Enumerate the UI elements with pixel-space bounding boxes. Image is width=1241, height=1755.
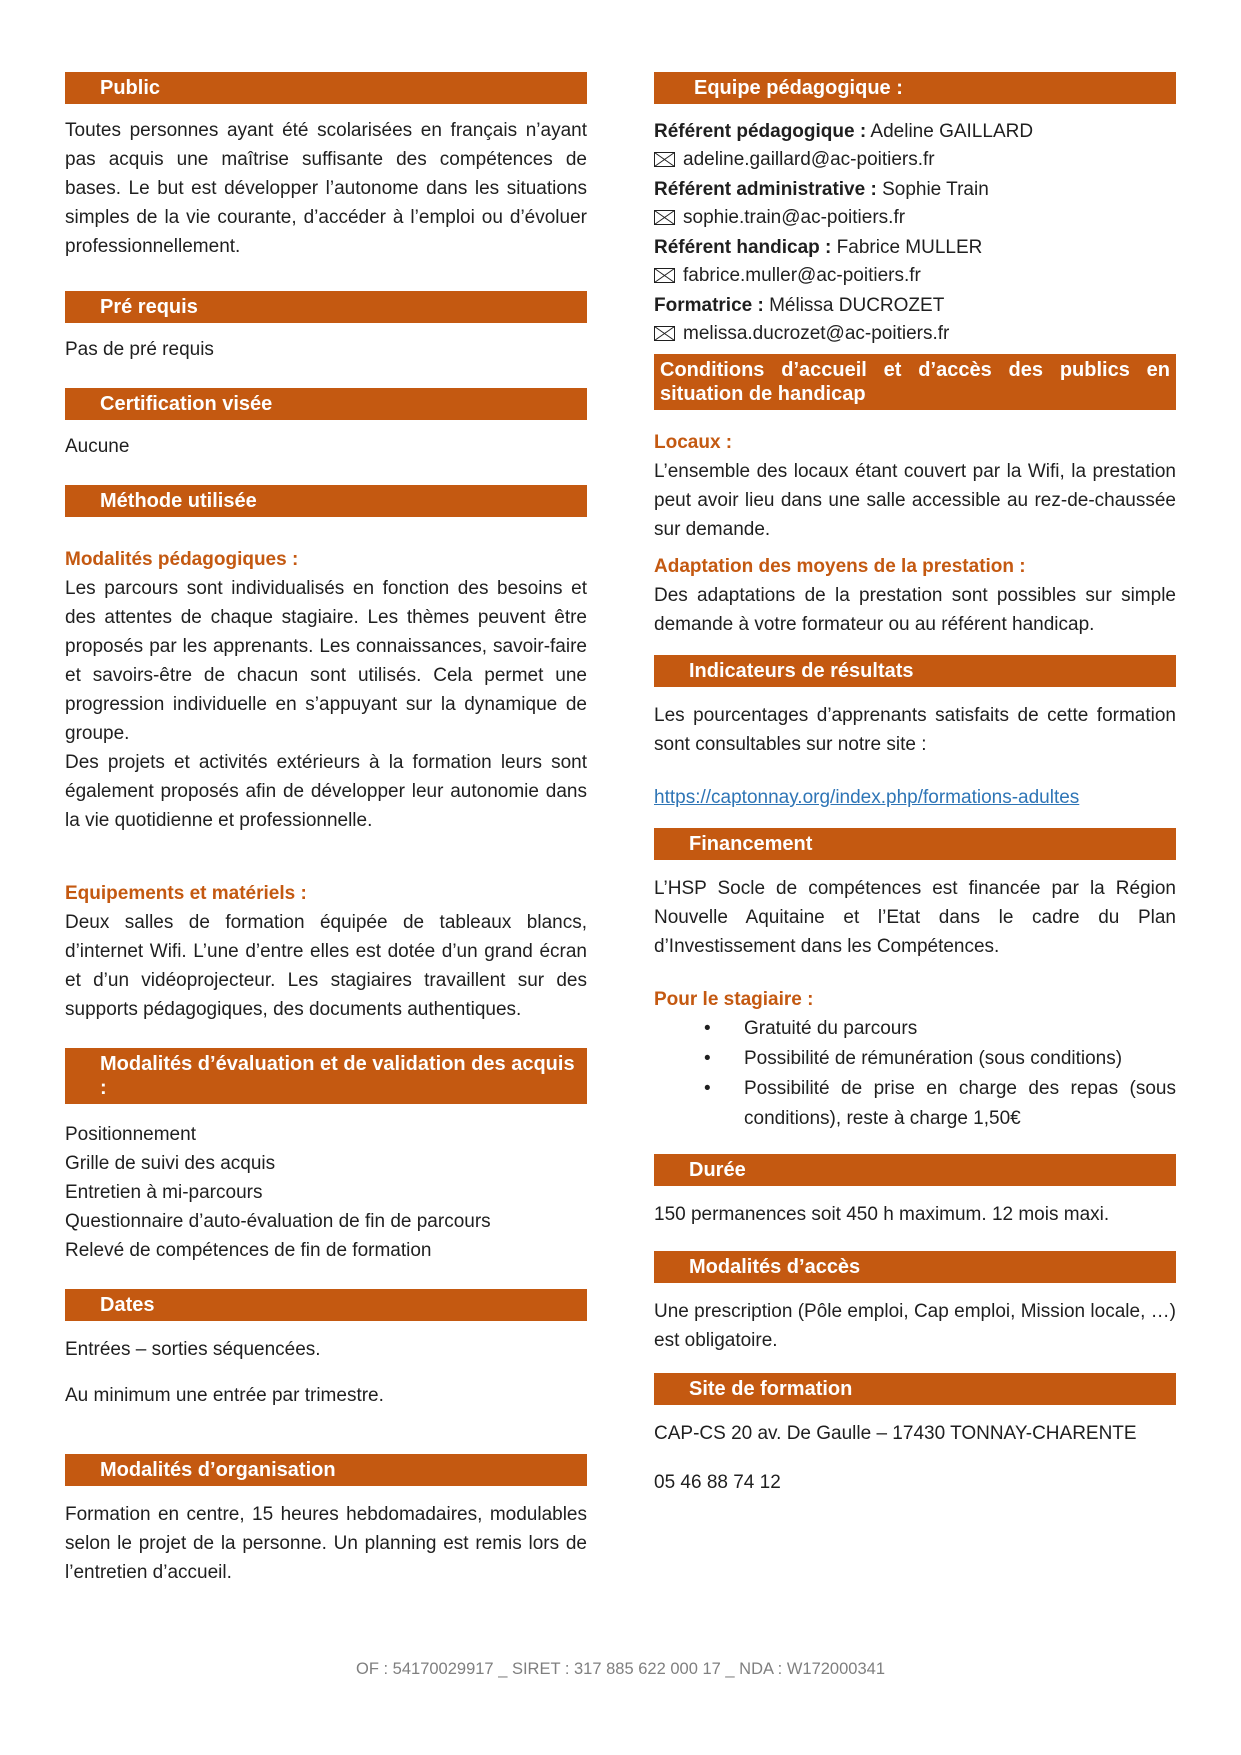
right-column <box>654 72 1176 1587</box>
section-header-equipe: Equipe pédagogique : <box>654 72 1176 104</box>
evaluation-item: Questionnaire d’auto-évaluation de fin de parcours <box>65 1211 491 1232</box>
bullet-item: • Possibilité de prise en charge des repas (sous conditions), reste à charge 1,50€ <box>692 1074 1176 1134</box>
envelope-icon <box>654 206 675 234</box>
contact-name: Adeline GAILLARD <box>866 121 1034 142</box>
contact-role: Formatrice : <box>654 295 764 316</box>
section-header-dates: Dates <box>65 1289 587 1321</box>
contact-email: melissa.ducrozet@ac-poitiers.fr <box>683 323 950 344</box>
footer-registration-info: OF : 54170029917 _ SIRET : 317 885 622 000 17 _ NDA : W172000341 <box>356 1660 885 1678</box>
public-body: Toutes personnes ayant été scolarisées en français n’ayant pas acquis une maîtrise suffisante des compétences de bases. Le but est développer l’autonome dans les situations simples de la vie courante, d’accéder à l’emploi ou d’évoluer professionnellement. <box>65 120 587 257</box>
contact-role-line <box>654 118 1176 146</box>
section-header-acces: Modalités d’accès <box>654 1251 1176 1283</box>
site-phone: 05 46 88 74 12 <box>654 1472 781 1493</box>
contact-email: adeline.gaillard@ac-poitiers.fr <box>683 149 935 170</box>
contact-name: Fabrice MULLER <box>831 237 983 258</box>
evaluation-item: Relevé de compétences de fin de formation <box>65 1240 432 1261</box>
stagiaire-bullets <box>654 1014 1176 1134</box>
subheading-locaux: Locaux : <box>654 432 733 453</box>
subheading-pour-le-stagiaire: Pour le stagiaire : <box>654 989 814 1010</box>
section-header-conditions <box>654 354 1176 410</box>
contact-role-line <box>654 176 1176 204</box>
subheading-modalites-pedagogiques: Modalités pédagogiques : <box>65 549 299 570</box>
conditions-title: Conditions d’accueil et d’accès des publics en situation de handicap <box>660 359 1170 405</box>
prerequis-body: Pas de pré requis <box>65 339 214 360</box>
section-header-indicateurs: Indicateurs de résultats <box>654 655 1176 687</box>
subheading-adaptation: Adaptation des moyens de la prestation : <box>654 556 1026 577</box>
envelope-icon <box>654 148 675 176</box>
bullet-icon: • <box>704 1078 711 1099</box>
financement-body: L’HSP Socle de compétences est financée par la Région Nouvelle Aquitaine et l’Etat dans le cadre du Plan d’Investissement dans les Compétences. <box>654 878 1176 957</box>
section-header-prerequis: Pré requis <box>65 291 587 323</box>
methode-paragraph-1: Les parcours sont individualisés en fonction des besoins et des attentes de chaque stagiaire. Les thèmes peuvent être proposés par les apprenants. Les connaissances, savoir-faire et savoirs-être de chacun sont utilisés. Cela permet une progression individuelle en s’appuyant sur la dynamique de groupe. <box>65 578 587 744</box>
adaptation-paragraph: Des adaptations de la prestation sont possibles sur simple demande à votre formateur ou au référent handicap. <box>654 585 1176 635</box>
site-address: CAP-CS 20 av. De Gaulle – 17430 TONNAY-CHARENTE <box>654 1423 1137 1444</box>
subheading-equipements: Equipements et matériels : <box>65 883 307 904</box>
section-header-certification: Certification visée <box>65 388 587 420</box>
evaluation-item: Entretien à mi-parcours <box>65 1182 263 1203</box>
contact-email: fabrice.muller@ac-poitiers.fr <box>683 265 921 286</box>
locaux-paragraph: L’ensemble des locaux étant couvert par la Wifi, la prestation peut avoir lieu dans une salle accessible au rez-de-chaussée sur demande. <box>654 461 1176 540</box>
organisation-body: Formation en centre, 15 heures hebdomadaires, modulables selon le projet de la personne. Un planning est remis lors de l’entretien d’accueil. <box>65 1504 587 1583</box>
section-header-organisation: Modalités d’organisation <box>65 1454 587 1486</box>
contact-email-line <box>654 262 1176 292</box>
bullet-item: • Possibilité de rémunération (sous conditions) <box>692 1044 1176 1074</box>
left-column <box>65 72 587 1587</box>
indicateurs-body: Les pourcentages d’apprenants satisfaits de cette formation sont consultables sur notre site : <box>654 705 1176 755</box>
contact-email-line <box>654 320 1176 350</box>
contact-role-line <box>654 292 1176 320</box>
contact-role-line <box>654 234 1176 262</box>
methode-paragraph-2: Des projets et activités extérieurs à la formation leurs sont également proposés afin de développer leur autonomie dans la vie quotidienne et professionnelle. <box>65 752 587 831</box>
dates-paragraph-1: Entrées – sorties séquencées. <box>65 1339 321 1360</box>
contact-role: Référent pédagogique : <box>654 121 867 142</box>
envelope-icon <box>654 322 675 350</box>
section-header-methode: Méthode utilisée <box>65 485 587 517</box>
evaluation-item: Positionnement <box>65 1124 196 1145</box>
section-header-evaluation: Modalités d’évaluation et de validation des acquis : <box>65 1048 587 1104</box>
section-header-public: Public <box>65 72 587 104</box>
contact-email-line <box>654 204 1176 234</box>
bullet-item: • Gratuité du parcours <box>692 1014 1176 1044</box>
bullet-icon: • <box>704 1048 711 1069</box>
contacts-block <box>654 118 1176 350</box>
section-header-duree: Durée <box>654 1154 1176 1186</box>
formations-adultes-link[interactable]: https://captonnay.org/index.php/formations-adultes <box>654 787 1080 808</box>
evaluation-list <box>65 1120 587 1265</box>
dates-paragraph-2: Au minimum une entrée par trimestre. <box>65 1385 384 1406</box>
section-header-financement: Financement <box>654 828 1176 860</box>
contact-name: Sophie Train <box>876 179 989 200</box>
contact-name: Mélissa DUCROZET <box>763 295 945 316</box>
equipements-paragraph: Deux salles de formation équipée de tableaux blancs, d’internet Wifi. L’une d’entre elles est dotée d’un grand écran et d’un vidéoprojecteur. Les stagiaires travaillent sur des supports pédagogiques, des documents authentiques. <box>65 912 587 1020</box>
evaluation-item: Grille de suivi des acquis <box>65 1153 276 1174</box>
contact-role: Référent administrative : <box>654 179 877 200</box>
envelope-icon <box>654 264 675 292</box>
contact-email: sophie.train@ac-poitiers.fr <box>683 207 906 228</box>
bullet-icon: • <box>704 1018 711 1039</box>
certification-body: Aucune <box>65 436 130 457</box>
acces-body: Une prescription (Pôle emploi, Cap emploi, Mission locale, …) est obligatoire. <box>654 1301 1176 1351</box>
contact-email-line <box>654 146 1176 176</box>
duree-body: 150 permanences soit 450 h maximum. 12 mois maxi. <box>654 1204 1110 1225</box>
contact-role: Référent handicap : <box>654 237 832 258</box>
section-header-site: Site de formation <box>654 1373 1176 1405</box>
